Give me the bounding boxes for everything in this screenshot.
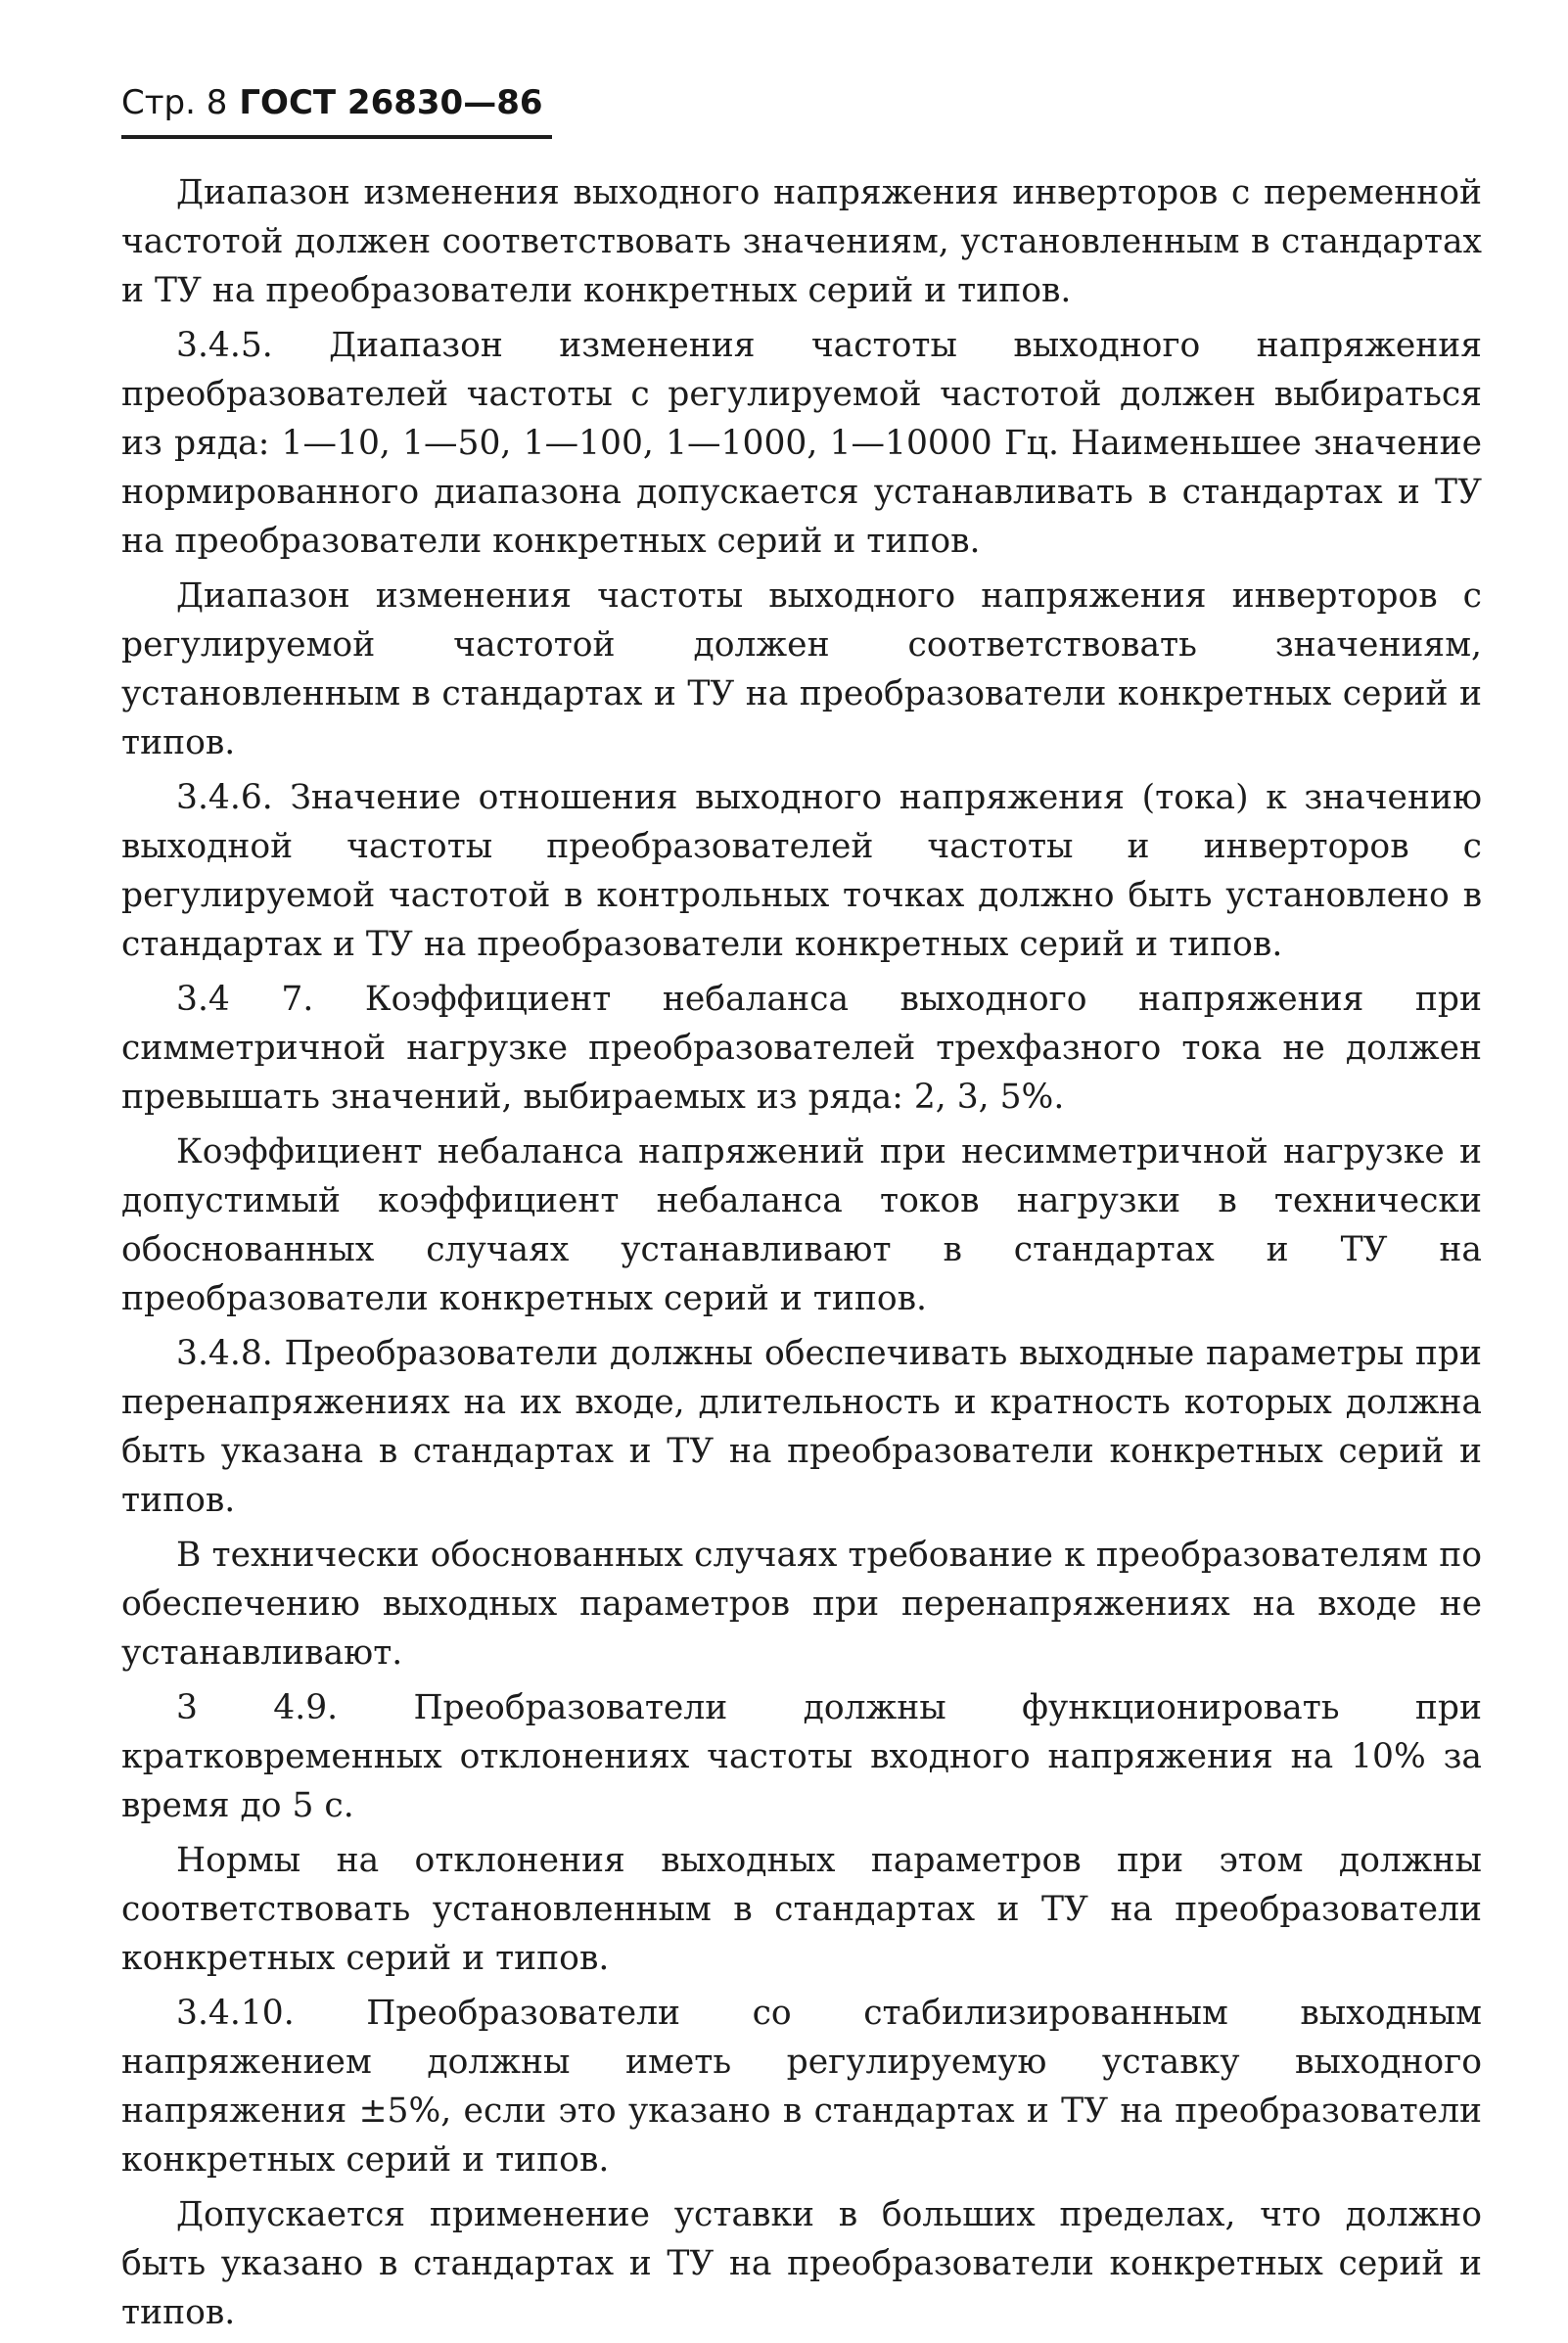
page-number-label: Стр. 8 — [121, 83, 228, 122]
paragraph-3-4-6: 3.4.6. Значение отношения выходного напряжения (тока) к значению выходной частоты преобразователей частоты и инверторов с регулируемой частотой в контрольных точках должно быть установлено в стандартах и ТУ на преобразователи конкретных серий и типов. — [121, 778, 1482, 964]
header-divider — [121, 135, 552, 139]
page-header — [121, 80, 543, 125]
paragraph-3-4-7: 3.4 7. Коэффициент небаланса выходного напряжения при симметричной нагрузке преобразователей трехфазного тока не должен превышать значений, выбираемых из ряда: 2, 3, 5%. — [121, 980, 1482, 1117]
paragraph-3-4-8: 3.4.8. Преобразователи должны обеспечивать выходные параметры при перенапряжениях на их входе, длительность и кратность которых должна быть указана в стандартах и ТУ на преобразователи конкретных серий и типов. — [121, 1334, 1482, 1520]
paragraph-inverter-frequency-range: Диапазон изменения частоты выходного напряжения инверторов с регулируемой частотой должен соответствовать значениям, установленным в стандартах и ТУ на преобразователи конкретных серий и типов. — [121, 576, 1482, 762]
paragraph-3-4-9: 3 4.9. Преобразователи должны функционировать при кратковременных отклонениях частоты входного напряжения на 10% за время до 5 с. — [121, 1688, 1482, 1825]
paragraph-3-4-5: 3.4.5. Диапазон изменения частоты выходного напряжения преобразователей частоты с регулируемой частотой должен выбираться из ряда: 1—10, 1—50, 1—100, 1—1000, 1—10000 Гц. Наименьшее значение нормированного диапазона допускается устанавливать в стандартах и ТУ на преобразователи конкретных серий и типов. — [121, 326, 1482, 561]
paragraph-unbalance-coefficient: Коэффициент небаланса напряжений при несимметричной нагрузке и допустимый коэффициент небаланса токов нагрузки в технически обоснованных случаях устанавливают в стандартах и ТУ на преобразователи конкретных серий и типов. — [121, 1132, 1482, 1318]
paragraph-inverter-voltage-range: Диапазон изменения выходного напряжения инверторов с переменной частотой должен соответствовать значениям, установленным в стандартах и ТУ на преобразователи конкретных серий и типов. — [121, 173, 1482, 310]
paragraph-3-4-10: 3.4.10. Преобразователи со стабилизированным выходным напряжением должны иметь регулируемую уставку выходного напряжения ±5%, если это указано в стандартах и ТУ на преобразователи конкретных серий и типов. — [121, 1994, 1482, 2180]
standard-code: ГОСТ 26830—86 — [239, 83, 543, 122]
paragraph-deviation-norms: Нормы на отклонения выходных параметров при этом должны соответствовать установленным в стандартах и ТУ на преобразователи конкретных серий и типов. — [121, 1841, 1482, 1978]
paragraph-overvoltage-exception: В технически обоснованных случаях требование к преобразователям по обеспечению выходных параметров при перенапряжениях на входе не устанавливают. — [121, 1536, 1482, 1673]
paragraph-setpoint-limits: Допускается применение уставки в больших пределах, что должно быть указано в стандартах и ТУ на преобразователи конкретных серий и типов. — [121, 2195, 1482, 2332]
document-body — [121, 168, 1482, 2343]
